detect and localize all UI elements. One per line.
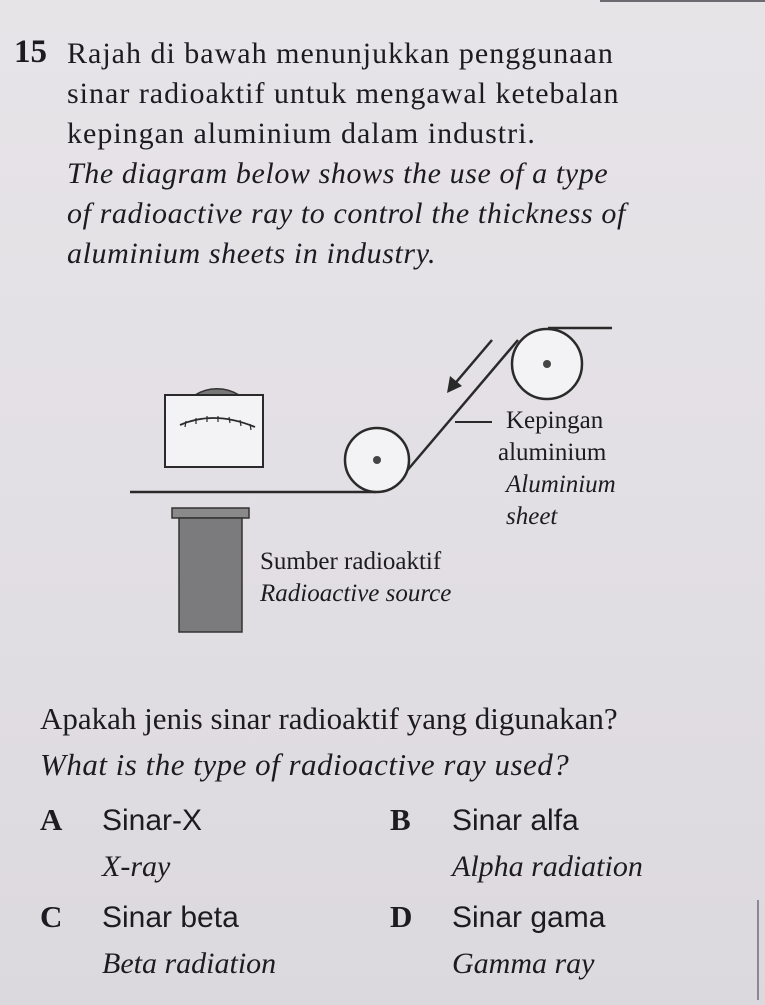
prompt-english: What is the type of radioactive ray used?: [40, 747, 570, 782]
question-number: 15: [14, 34, 47, 70]
option-letter: A: [40, 802, 63, 837]
question-english-line: of radioactive ray to control the thickness of: [67, 197, 626, 230]
option-english: Alpha radiation: [452, 850, 643, 883]
option-malay: Sinar beta: [102, 901, 239, 934]
source-label-english: Radioactive source: [260, 580, 452, 607]
option-malay: Sinar gama: [452, 901, 606, 934]
question-english-line: aluminium sheets in industry.: [67, 237, 437, 270]
source-label-malay: Sumber radioaktif: [260, 548, 442, 575]
source-label: [260, 546, 451, 610]
option-english: X-ray: [102, 850, 171, 883]
sheet-label-malay-1: Kepingan: [506, 407, 604, 434]
option-malay: Sinar-X: [102, 804, 203, 837]
option-letter: C: [40, 899, 63, 934]
page-border-line: [600, 0, 765, 8]
question-malay-line: sinar radioaktif untuk mengawal ketebalan: [67, 77, 620, 110]
option-letter: B: [390, 802, 411, 837]
option-malay: Sinar alfa: [452, 804, 579, 837]
motion-arrow: [452, 340, 492, 387]
question-english-line: The diagram below shows the use of a type: [67, 157, 609, 190]
question-text: [67, 34, 727, 274]
option-english: Beta radiation: [102, 947, 277, 980]
question-malay-line: kepingan aluminium dalam industri.: [67, 117, 536, 150]
upper-roller-axle: [543, 360, 551, 368]
question-malay-line: Rajah di bawah menunjukkan penggunaan: [67, 37, 614, 70]
sheet-label-english-2: sheet: [506, 503, 558, 530]
question-english: [67, 154, 727, 274]
option-letter: D: [390, 899, 413, 934]
lower-roller-axle: [373, 456, 381, 464]
option-d[interactable]: [390, 894, 605, 987]
sheet-label-malay-2: aluminium: [498, 439, 607, 466]
option-b[interactable]: [390, 797, 643, 890]
detector-meter: [165, 395, 263, 467]
page-edge-line: [757, 900, 759, 1000]
option-english: Gamma ray: [452, 947, 595, 980]
sheet-label-english-1: Aluminium: [506, 471, 616, 498]
option-a[interactable]: [40, 797, 202, 890]
prompt-malay: Apakah jenis sinar radioaktif yang digunakan?: [40, 701, 618, 736]
source-cap: [172, 508, 249, 518]
radioactive-source: [179, 518, 242, 632]
sheet-label: [498, 405, 616, 533]
question-prompt: [40, 696, 618, 788]
option-c[interactable]: [40, 894, 276, 987]
question-malay: [67, 34, 727, 154]
